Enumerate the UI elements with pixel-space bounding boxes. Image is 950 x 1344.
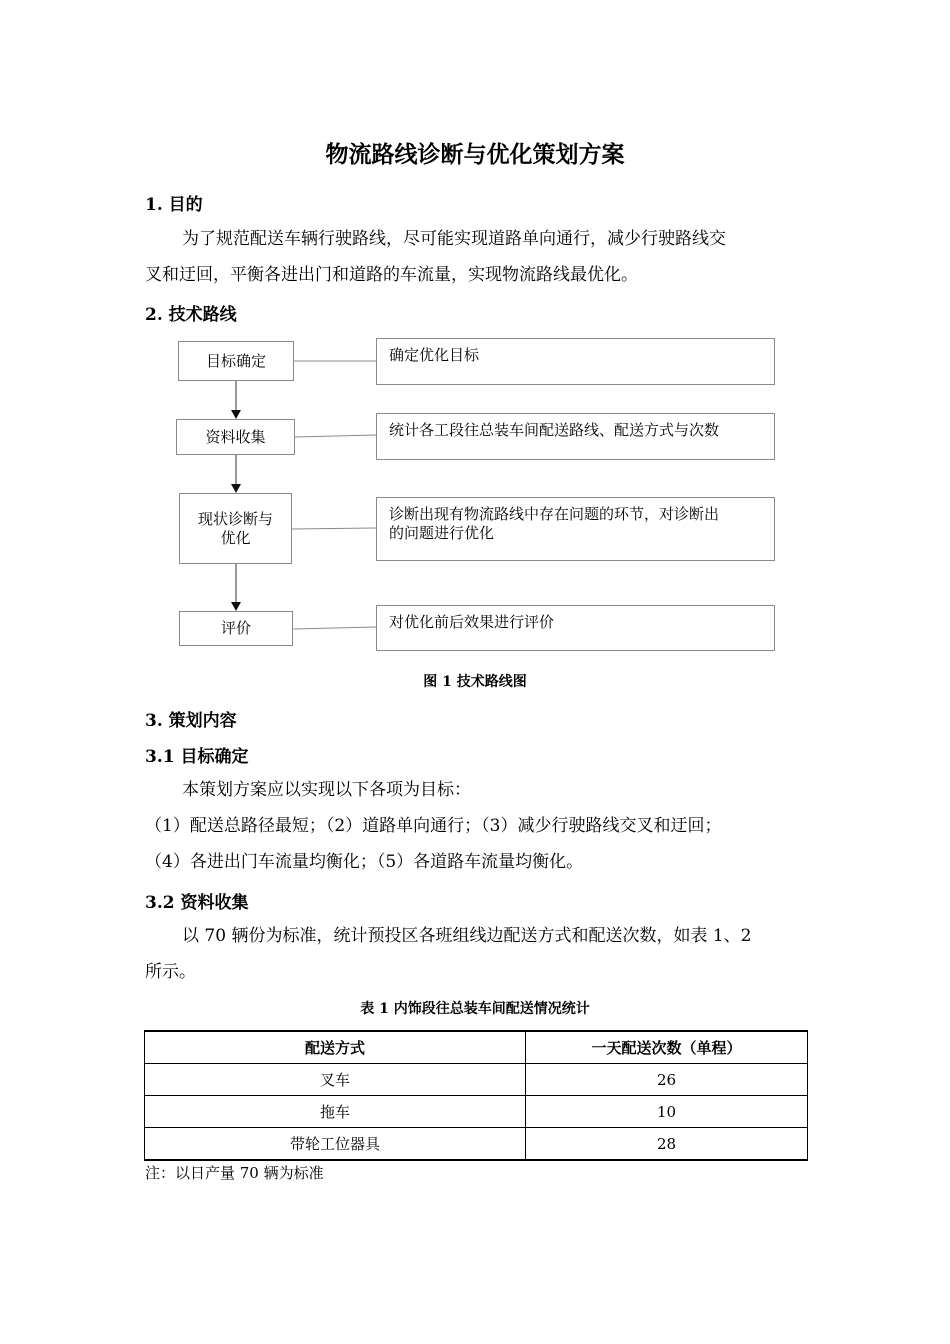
flow-step-evaluation [179,611,293,646]
table-cell: 拖车 [145,1096,526,1128]
arrow-head-icon [231,410,241,419]
connector-line [293,627,376,629]
section-3-heading: 3. 策划内容 [145,711,237,731]
section-3-2-paragraph-line-1: 以 70 辆份为标准，统计预投区各班组线边配送方式和配送次数，如表 1、2 [182,926,752,946]
section-3-1-goals-line-1: （1）配送总路径最短；（2）道路单向通行；（3）减少行驶路线交叉和迂回； [145,816,722,836]
flow-desc-text: 确定优化目标 [389,346,480,364]
table-cell: 28 [526,1128,808,1161]
figure-caption: 图 1 技术路线图 [423,674,527,690]
connector-line [295,435,376,437]
section-3-2-paragraph-line-2: 所示。 [145,962,196,982]
flow-step-diagnosis [179,493,292,564]
table-cell: 26 [526,1064,808,1096]
table-cell: 叉车 [145,1064,526,1096]
flow-desc-diagnosis [376,497,775,561]
flow-desc-text: 诊断出现有物流路线中存在问题的环节，对诊断出 [389,505,720,523]
section-1-heading: 1. 目的 [145,195,203,215]
section-1-paragraph-line-2: 叉和迂回，平衡各进出门和道路的车流量，实现物流路线最优化。 [145,265,638,285]
table-cell: 带轮工位器具 [145,1128,526,1161]
arrow-head-icon [231,484,241,493]
section-1-paragraph-line-1: 为了规范配送车辆行驶路线，尽可能实现道路单向通行，减少行驶路线交 [182,229,726,249]
flow-step-data-collection [176,419,295,455]
arrow-head-icon [231,602,241,611]
flow-step-label: 优化 [220,528,251,547]
table-header-cell: 配送方式 [145,1031,526,1064]
section-3-2-heading: 3.2 资料收集 [145,893,249,913]
table-row [145,1064,808,1096]
section-3-1-goals-line-2: （4）各进出门车流量均衡化；（5）各道路车流量均衡化。 [145,852,584,872]
flow-desc-text: 对优化前后效果进行评价 [389,613,555,631]
table-row [145,1096,808,1128]
table-header-cell: 一天配送次数（单程） [526,1031,808,1064]
connector-line [292,528,376,529]
table-note: 注：以日产量 70 辆为标准 [145,1164,324,1182]
table-header-row [145,1031,808,1064]
delivery-stats-table [144,1030,808,1161]
page-title: 物流路线诊断与优化策划方案 [325,141,625,168]
flow-step-label: 现状诊断与 [197,509,273,528]
section-3-1-heading: 3.1 目标确定 [145,747,249,767]
table-caption: 表 1 内饰段往总装车间配送情况统计 [360,1001,590,1017]
flow-step-target [178,341,294,381]
flow-step-label: 评价 [220,619,251,637]
flow-desc-text: 统计各工段往总装车间配送路线、配送方式与次数 [389,421,720,439]
section-2-heading: 2. 技术路线 [145,305,237,325]
section-3-1-intro: 本策划方案应以实现以下各项为目标： [182,780,471,800]
flow-desc-evaluation [376,605,775,651]
flow-desc-data-collection [376,413,775,460]
flow-desc-target [376,338,775,385]
flow-desc-text: 的问题进行优化 [389,524,495,542]
table-cell: 10 [526,1096,808,1128]
table-row [145,1128,808,1161]
flow-step-label: 目标确定 [205,351,266,370]
flow-step-label: 资料收集 [205,427,266,446]
